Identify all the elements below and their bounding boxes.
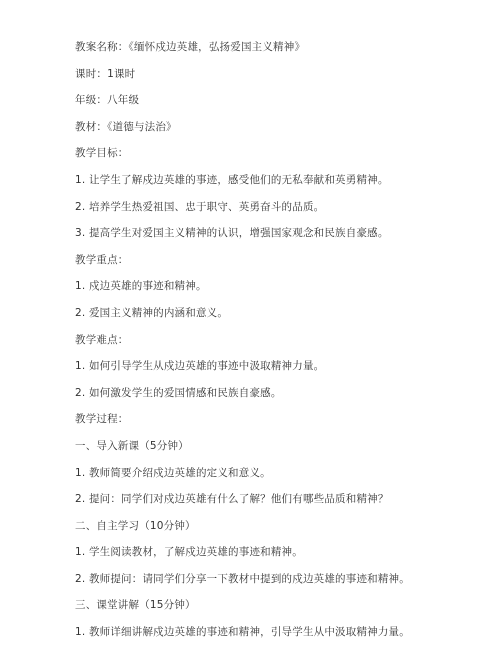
lesson-plan-text: [75, 34, 485, 646]
self-study-item-2: 2. 教师提问：请同学们分享一下教材中提到的戍边英雄的事迹和精神。: [75, 572, 410, 585]
lesson-title-line: 教案名称：《缅怀戍边英雄，弘扬爱国主义精神》: [75, 41, 306, 53]
section-lecture-heading: 三、课堂讲解（15分钟）: [75, 599, 196, 612]
key-point-item-2: 2. 爱国主义精神的内涵和意义。: [75, 306, 229, 319]
objective-item-1: 1. 让学生了解戍边英雄的事迹，感受他们的无私奉献和英勇精神。: [75, 173, 389, 186]
difficulty-item-2: 2. 如何激发学生的爱国情感和民族自豪感。: [75, 386, 282, 399]
section-self-study-heading: 二、自主学习（10分钟）: [75, 519, 196, 532]
objective-item-3: 3. 提高学生对爱国主义精神的认识，增强国家观念和民族自豪感。: [75, 227, 389, 240]
self-study-item-1: 1. 学生阅读教材，了解戍边英雄的事迹和精神。: [75, 546, 303, 559]
process-heading: 教学过程：: [75, 413, 129, 426]
difficulties-heading: 教学难点：: [75, 333, 129, 346]
intro-item-2: 2. 提问：同学们对戍边英雄有什么了解？他们有哪些品质和精神？: [75, 493, 389, 506]
class-hours-line: 课时：1课时: [75, 67, 136, 80]
grade-line: 年级：八年级: [75, 94, 140, 107]
intro-item-1: 1. 教师简要介绍戍边英雄的定义和意义。: [75, 466, 271, 479]
key-point-item-1: 1. 戍边英雄的事迹和精神。: [75, 280, 207, 293]
textbook-line: 教材：《道德与法治》: [75, 120, 177, 133]
objective-item-2: 2. 培养学生热爱祖国、忠于职守、英勇奋斗的品质。: [75, 200, 325, 213]
section-intro-heading: 一、导入新课（5分钟）: [75, 439, 189, 452]
lecture-item-1: 1. 教师详细讲解戍边英雄的事迹和精神，引导学生从中汲取精神力量。: [75, 626, 410, 639]
key-points-heading: 教学重点：: [75, 253, 129, 266]
difficulty-item-1: 1. 如何引导学生从戍边英雄的事迹中汲取精神力量。: [75, 360, 325, 373]
objectives-heading: 教学目标：: [75, 147, 129, 160]
